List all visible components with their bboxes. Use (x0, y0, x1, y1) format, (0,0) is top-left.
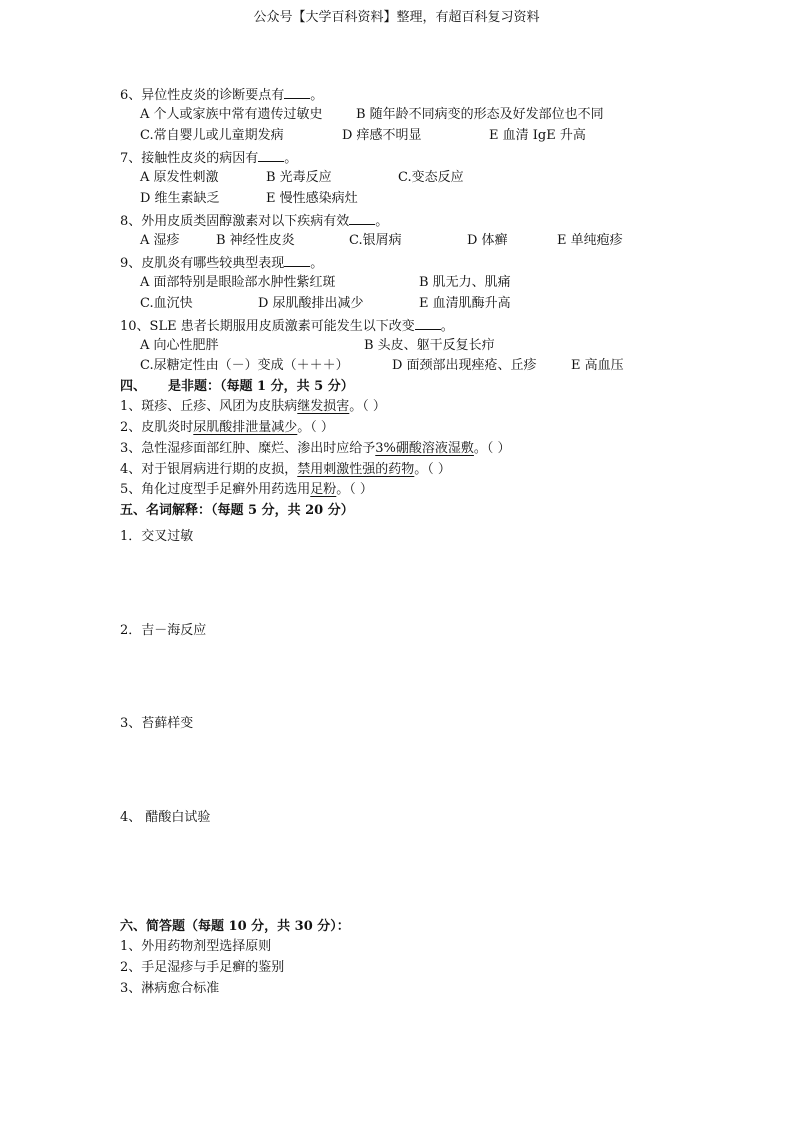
section-4-heading: 四、 是非题：（每题 1 分，共 5 分） (120, 379, 354, 394)
q9-option-a: A 面部特别是眼睑部水肿性紫红斑 (140, 275, 336, 290)
q8-option-b: B 神经性皮炎 (216, 233, 295, 248)
question-6-stem: 6、异位性皮炎的诊断要点有 。 (120, 84, 323, 106)
q10-option-b: B 头皮、躯干反复长疖 (364, 338, 495, 353)
true-false-item: 4、对于银屑病进行期的皮损，禁用刺激性强的药物。（ ） (120, 462, 451, 477)
q9-option-d: D 尿肌酸排出减少 (258, 296, 364, 311)
q9-option-b: B 肌无力、肌痛 (419, 275, 511, 290)
short-answer-item: 2、手足湿疹与手足癣的鉴别 (120, 960, 285, 975)
question-7-stem: 7、接触性皮炎的病因有 。 (120, 147, 297, 169)
q6-option-e: E 血清 IgE 升高 (489, 128, 586, 143)
short-answer-item: 3、淋病愈合标准 (120, 981, 220, 996)
term-item: 3、苔藓样变 (120, 716, 194, 731)
short-answer-item: 1、外用药物剂型选择原则 (120, 939, 272, 954)
answer-blank (284, 252, 310, 267)
q6-option-c: C.常自婴儿或儿童期发病 (140, 128, 284, 143)
q10-option-a: A 向心性肥胖 (140, 338, 219, 353)
q10-option-c: C.尿糖定性由（－）变成（＋＋＋） (140, 358, 349, 373)
q7-option-a: A 原发性刺激 (140, 170, 219, 185)
question-10-stem: 10、SLE 患者长期服用皮质激素可能发生以下改变 。 (120, 315, 454, 337)
q7-option-c: C.变态反应 (398, 170, 464, 185)
q8-option-e: E 单纯疱疹 (557, 233, 623, 248)
true-false-item: 2、皮肌炎时尿肌酸排泄量减少。（ ） (120, 420, 334, 435)
section-5-heading: 五、名词解释：（每题 5 分，共 20 分） (120, 503, 354, 518)
answer-blank (258, 147, 284, 162)
term-item: 1．交叉过敏 (120, 529, 194, 544)
q6-option-b: B 随年龄不同病变的形态及好发部位也不同 (356, 107, 604, 122)
section-6-heading: 六、简答题（每题 10 分，共 30 分）： (120, 919, 350, 934)
q9-option-e: E 血清肌酶升高 (419, 296, 511, 311)
q10-option-d: D 面颈部出现痤疮、丘疹 (392, 358, 537, 373)
answer-blank (349, 210, 375, 225)
q6-option-a: A 个人或家族中常有遗传过敏史 (140, 107, 323, 122)
q7-option-d: D 维生素缺乏 (140, 191, 220, 206)
q8-option-a: A 湿疹 (140, 233, 180, 248)
q8-option-c: C.银屑病 (349, 233, 402, 248)
answer-blank (284, 84, 310, 99)
true-false-item: 1、斑疹、丘疹、风团为皮肤病继发损害。（ ） (120, 399, 386, 414)
q9-option-c: C.血沉快 (140, 296, 193, 311)
question-9-stem: 9、皮肌炎有哪些较典型表现 。 (120, 252, 323, 274)
term-item: 4、 醋酸白试验 (120, 810, 211, 825)
term-item: 2．吉－海反应 (120, 623, 207, 638)
q10-option-e: E 高血压 (571, 358, 624, 373)
q7-option-b: B 光毒反应 (266, 170, 332, 185)
answer-blank (415, 315, 441, 330)
page-header: 公众号【大学百科资料】整理，有超百科复习资料 (253, 10, 540, 25)
question-8-stem: 8、外用皮质类固醇激素对以下疾病有效 。 (120, 210, 388, 232)
q7-option-e: E 慢性感染病灶 (266, 191, 358, 206)
q6-option-d: D 痒感不明显 (342, 128, 422, 143)
q8-option-d: D 体癣 (467, 233, 508, 248)
true-false-item: 5、角化过度型手足癣外用药选用足粉。（ ） (120, 482, 373, 497)
true-false-item: 3、急性湿疹面部红肿、糜烂、渗出时应给予3%硼酸溶液湿敷。（ ） (120, 441, 511, 456)
